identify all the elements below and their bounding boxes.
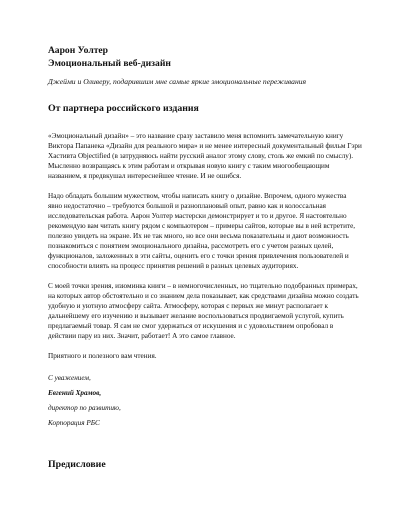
- dedication: Джейми и Оливеру, подарившим мне самые яркие эмоциональные переживания: [48, 77, 307, 86]
- foreword-paragraph: Приятного и полезного вам чтения.: [48, 352, 157, 360]
- signature-closing: С уважением,: [48, 374, 91, 382]
- signature-position: директор по развитию,: [48, 404, 121, 412]
- foreword-paragraph: «Эмоциональный дизайн» – это название сразу заставило меня вспомнить замечательную книгу Виктора Папанека «Дизайн для реального мира» и не менее интересный документальный фильм Гэри Хастивта Objectified (в затрудняюсь найти русский аналог этому слову, столь же емкий по смыслу). Мысленно возвращаясь к этим работам и открывая новую книгу с таким многообещающим названием, я предвкушал интереснейшее чтение. И не ошибся.: [48, 132, 362, 180]
- signature-company: Корпорация РБС: [48, 419, 100, 427]
- book-author: Аарон Уолтер: [48, 45, 109, 56]
- foreword-paragraph: С моей точки зрения, изюминка книги – в немногочисленных, но тщательно подобранных примерах, на которых автор обстоятельно и со знанием дела показывает, как средствами дизайна можно создать удобную и уютную атмосферу сайта. Атмосферу, которая с первых же минут располагает к дальнейшему его изучению и вызывает желание воспользоваться продвигаемой услугой, купить предлагаемый товар. Я сам не смог удержаться от искушения и с удовольствием опробовал в действии пару из них. Значит, работает! А это самое главное.: [48, 282, 359, 340]
- signature-name: Евгений Храмов,: [48, 389, 102, 397]
- book-title: Эмоциональный веб-дизайн: [48, 58, 171, 69]
- signature-block: [48, 371, 362, 431]
- page-content: [48, 44, 362, 471]
- foreword-paragraph: Надо обладать большим мужеством, чтобы написать книгу о дизайне. Впрочем, одного мужества явно недостаточно – требуются большой и разноплановый опыт, равно как и колоссальная исследовательская работа. Аарон Уолтер мастерски демонстрирует и то и другое. Я настоятельно рекомендую вам читать книгу рядом с компьютером – примеры сайтов, которые вы в ней встретите, полезно увидеть на экране. Их не так много, но все они весьма показательны и дают возможность познакомиться с понятием эмоционального дизайна, рассмотреть его с учетом разных целей, функционалов, заложенных в эти сайты, оценить его с точки зрения привлечения пользователей и способности влиять на процесс принятия решений в разных целевых аудиториях.: [48, 192, 356, 270]
- section-heading-preface: Предисловие: [48, 459, 106, 470]
- section-heading-foreword: От партнера российского издания: [48, 103, 199, 114]
